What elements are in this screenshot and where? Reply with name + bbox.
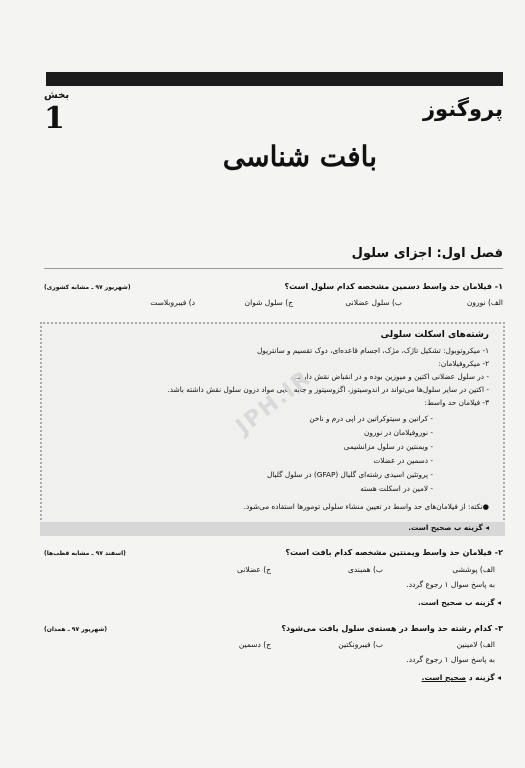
question-3-reference: به پاسخ سوال ۱ رجوع گردد. bbox=[406, 655, 495, 664]
explanation-box bbox=[40, 322, 505, 536]
page-title: بافت شناسی bbox=[222, 140, 377, 173]
note-tip: ●نکته: از فیلامان‌های حد واسط در تعیین منشاء سلولی تومورها استفاده می‌شود. bbox=[243, 502, 489, 511]
note-line: ۳- فیلامان حد واسط: bbox=[424, 398, 489, 407]
note-line: - ویمنتین در سلول مزانشیمی bbox=[343, 442, 433, 451]
note-line: - لامین در اسکلت هسته bbox=[360, 484, 433, 493]
watermark: JPH.IR bbox=[231, 365, 317, 440]
question-1-option-c: ج) سلول شوان bbox=[244, 298, 293, 307]
section-number: 1 bbox=[44, 101, 65, 136]
brand-title: پروگنوز bbox=[422, 97, 503, 121]
question-2-option-c: ج) عضلانی bbox=[237, 565, 271, 574]
header-bar bbox=[46, 72, 503, 86]
chapter-title: فصل اول: اجزای سلول bbox=[351, 246, 503, 261]
note-line: ۱- میکروتوبول: تشکیل تاژک، مژک، اجسام قاعده‌ای، دوک تقسیم و سانتریول bbox=[257, 346, 489, 355]
question-3-option-a: الف) لامینین bbox=[456, 640, 495, 649]
question-2-reference: به پاسخ سوال ۱ رجوع گردد. bbox=[406, 580, 495, 589]
note-line: - در سلول عضلانی اکتین و میوزین بوده و در انقباض نقش دارند. bbox=[294, 372, 489, 381]
chapter-divider bbox=[44, 268, 503, 269]
note-title: رشته‌های اسکلت سلولی bbox=[380, 330, 489, 340]
note-line: ۲- میکروفیلامان: bbox=[438, 359, 489, 368]
answer-suffix: صحیح است. bbox=[421, 673, 467, 682]
question-2-source: (اسفند ۹۷ ـ مشابه قطب‌ها) bbox=[44, 550, 126, 557]
note-line: - نوروفیلامان در نورون bbox=[364, 428, 433, 437]
question-1-option-b: ب) سلول عضلانی bbox=[345, 298, 402, 307]
note-line: - کراتین و سیتوکراتین در اپی درم و ناخن bbox=[309, 414, 433, 423]
question-1-option-a: الف) نورون bbox=[466, 298, 503, 307]
question-3-text: ۳- کدام رشته حد واسط در هسته‌ی سلول یافت می‌شود؟ bbox=[281, 624, 503, 633]
question-2-answer: ◂ گزینه ب صحیح است. bbox=[417, 598, 501, 607]
note-line: - اکتین در سایر سلول‌ها می‌تواند در اندوسیتوز، اگزوسیتوز و جابه جایی مواد درون سلول نقش داشته باشد. bbox=[167, 385, 489, 394]
question-1-text: ۱- فیلامان حد واسط دسمین مشخصه کدام سلول است؟ bbox=[284, 282, 503, 291]
question-2-option-a: الف) پوششی bbox=[452, 565, 495, 574]
question-3-source: (شهریور ۹۷ ـ همدان) bbox=[44, 626, 108, 633]
question-3-answer bbox=[422, 673, 501, 682]
section-label: بخش bbox=[44, 90, 70, 101]
answer-prefix: ◂ گزینه د bbox=[466, 673, 501, 682]
note-line: - پروتئین اسیدی رشته‌ای گلیال (GFAP) در سلول گلیال bbox=[266, 470, 433, 479]
note-line: - دسمین در عضلات bbox=[373, 456, 433, 465]
question-2-text: ۲- فیلامان حد واسط ویمنتین مشخصه کدام بافت است؟ bbox=[285, 548, 503, 557]
question-2-option-b: ب) همبندی bbox=[348, 565, 383, 574]
question-1-option-d: د) فیبروبلاست bbox=[150, 298, 195, 307]
answer-text: ◂ گزینه ب صحیح است. bbox=[408, 523, 489, 532]
question-3-option-b: ب) فیبرونکتین bbox=[338, 640, 383, 649]
question-1-source: (شهریور ۹۷ ـ مشابه کشوری) bbox=[44, 284, 131, 291]
question-3-option-c: ج) دسمین bbox=[238, 640, 271, 649]
